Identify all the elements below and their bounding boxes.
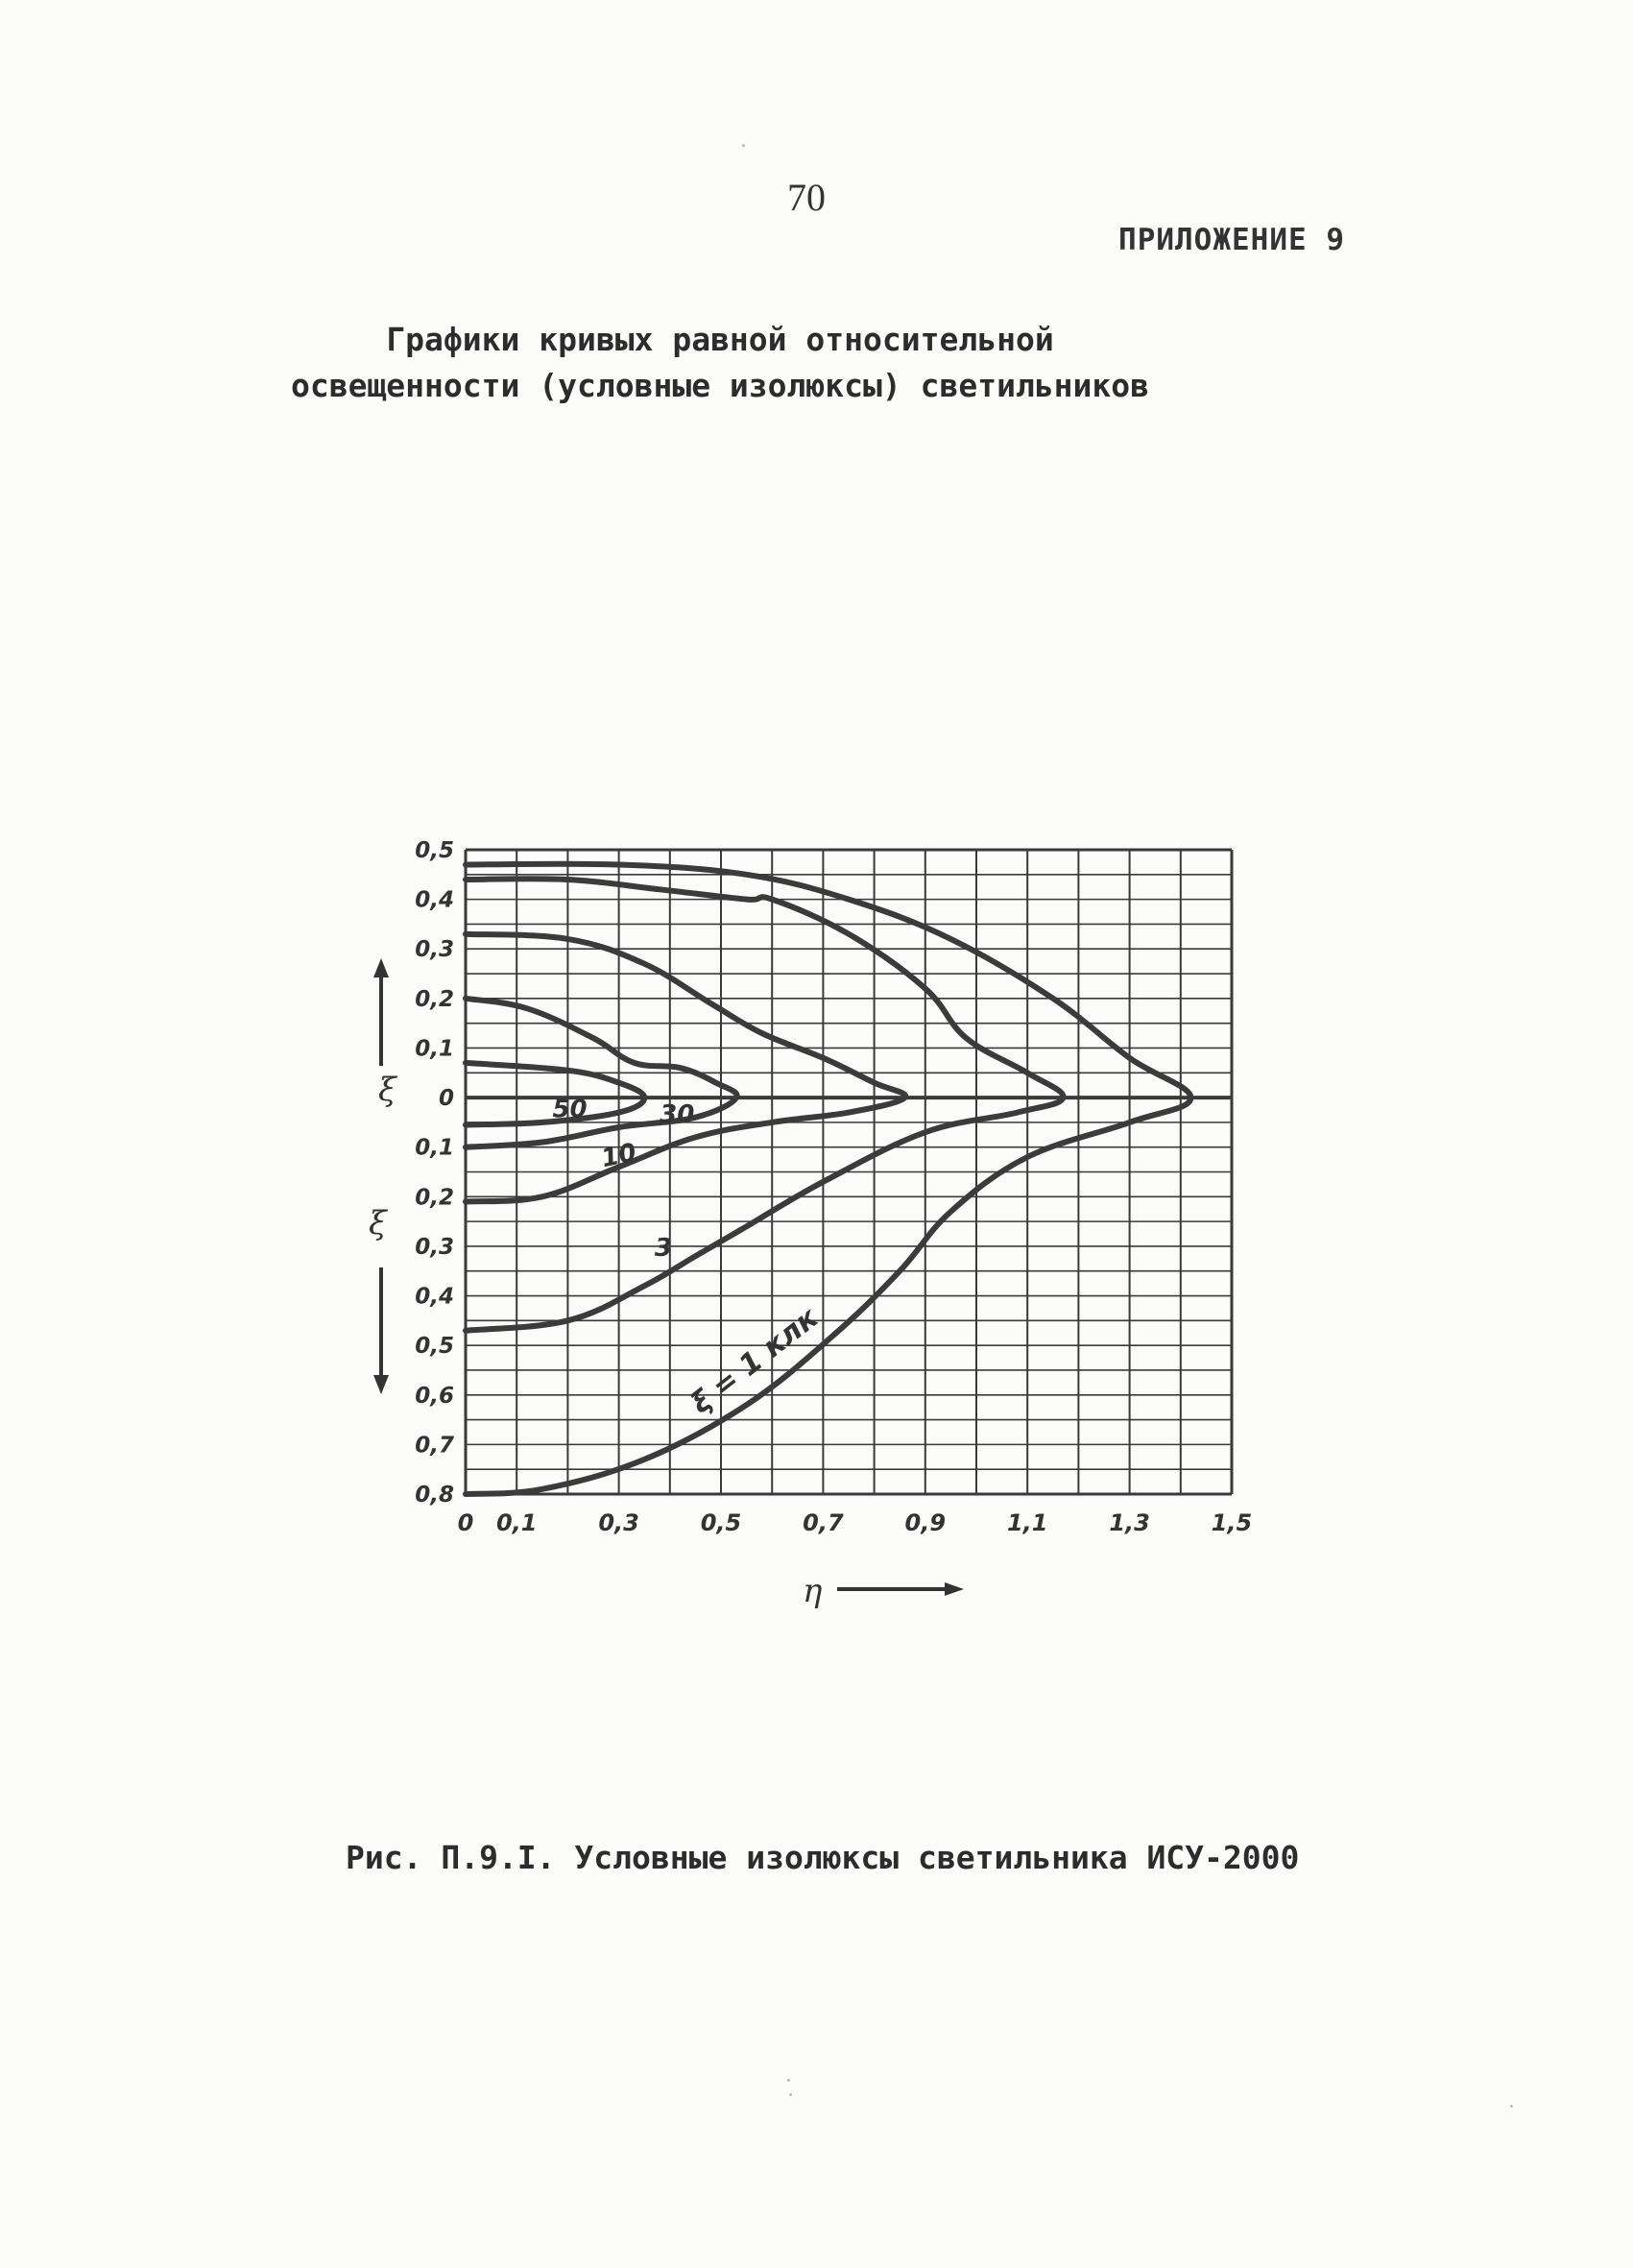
y-tick-label: 0,2: [415, 1185, 454, 1211]
y-tick-label: 0,5: [415, 1334, 454, 1360]
x-tick-label: 1,5: [1211, 1509, 1253, 1536]
scan-speck: [1510, 2105, 1513, 2108]
y-tick-label: 0,5: [415, 838, 454, 863]
heading-line-1: Графики кривых равной относительной: [386, 321, 1054, 358]
y-tick-label: 0,4: [415, 887, 454, 913]
y-tick-label: 0,8: [415, 1483, 454, 1508]
eta-arrow-head: [945, 1582, 964, 1596]
y-tick-label: 0,7: [415, 1433, 454, 1459]
y-tick-label: 0,3: [415, 1234, 454, 1260]
xi-axis-label-top: ξ: [378, 1071, 396, 1109]
figure-caption: Рис. П.9.I. Условные изолюксы светильника ИСУ-2000: [346, 1839, 1300, 1876]
y-tick-label: 0,2: [415, 986, 454, 1012]
y-tick-label: 0,4: [415, 1284, 454, 1310]
x-tick-label: 0,5: [700, 1509, 742, 1536]
scan-speck: [789, 2093, 792, 2096]
x-tick-label: 0,3: [598, 1509, 639, 1536]
xi-arrow-down-head: [373, 1375, 389, 1394]
y-tick-label: 0,1: [415, 1135, 454, 1161]
x-tick-label: 1,3: [1109, 1509, 1150, 1536]
y-tick-label: 0,3: [415, 937, 454, 963]
y-tick-label: 0,1: [415, 1036, 454, 1062]
x-tick-label: 0,9: [904, 1509, 947, 1536]
isolux-curve-label: 50: [552, 1095, 588, 1124]
x-tick-label: 0,7: [803, 1509, 844, 1536]
isolux-curve-label: 30: [660, 1099, 695, 1129]
x-tick-label: 0: [457, 1509, 474, 1536]
scan-speck: [742, 144, 745, 147]
isolux-curve-label: 10: [598, 1138, 639, 1174]
scan-speck: [787, 2079, 790, 2082]
appendix-label: ПРИЛОЖЕНИЕ 9: [1118, 223, 1345, 257]
xi-axis-label-bottom: ξ: [369, 1204, 387, 1243]
y-tick-label: 0: [438, 1086, 454, 1112]
x-tick-label: 1,1: [1006, 1509, 1048, 1536]
x-tick-label: 0,1: [495, 1509, 538, 1536]
y-tick-label: 0,6: [415, 1383, 454, 1409]
page-number: 70: [787, 176, 826, 219]
eta-axis-label: η: [803, 1572, 823, 1610]
isolux-curve-label: ξ = 1 клк: [684, 1301, 825, 1421]
isolux-curve-label: 3: [654, 1234, 672, 1264]
xi-arrow-up-head: [373, 958, 389, 977]
heading-line-2: освещенности (условные изолюксы) светильников: [290, 367, 1150, 404]
